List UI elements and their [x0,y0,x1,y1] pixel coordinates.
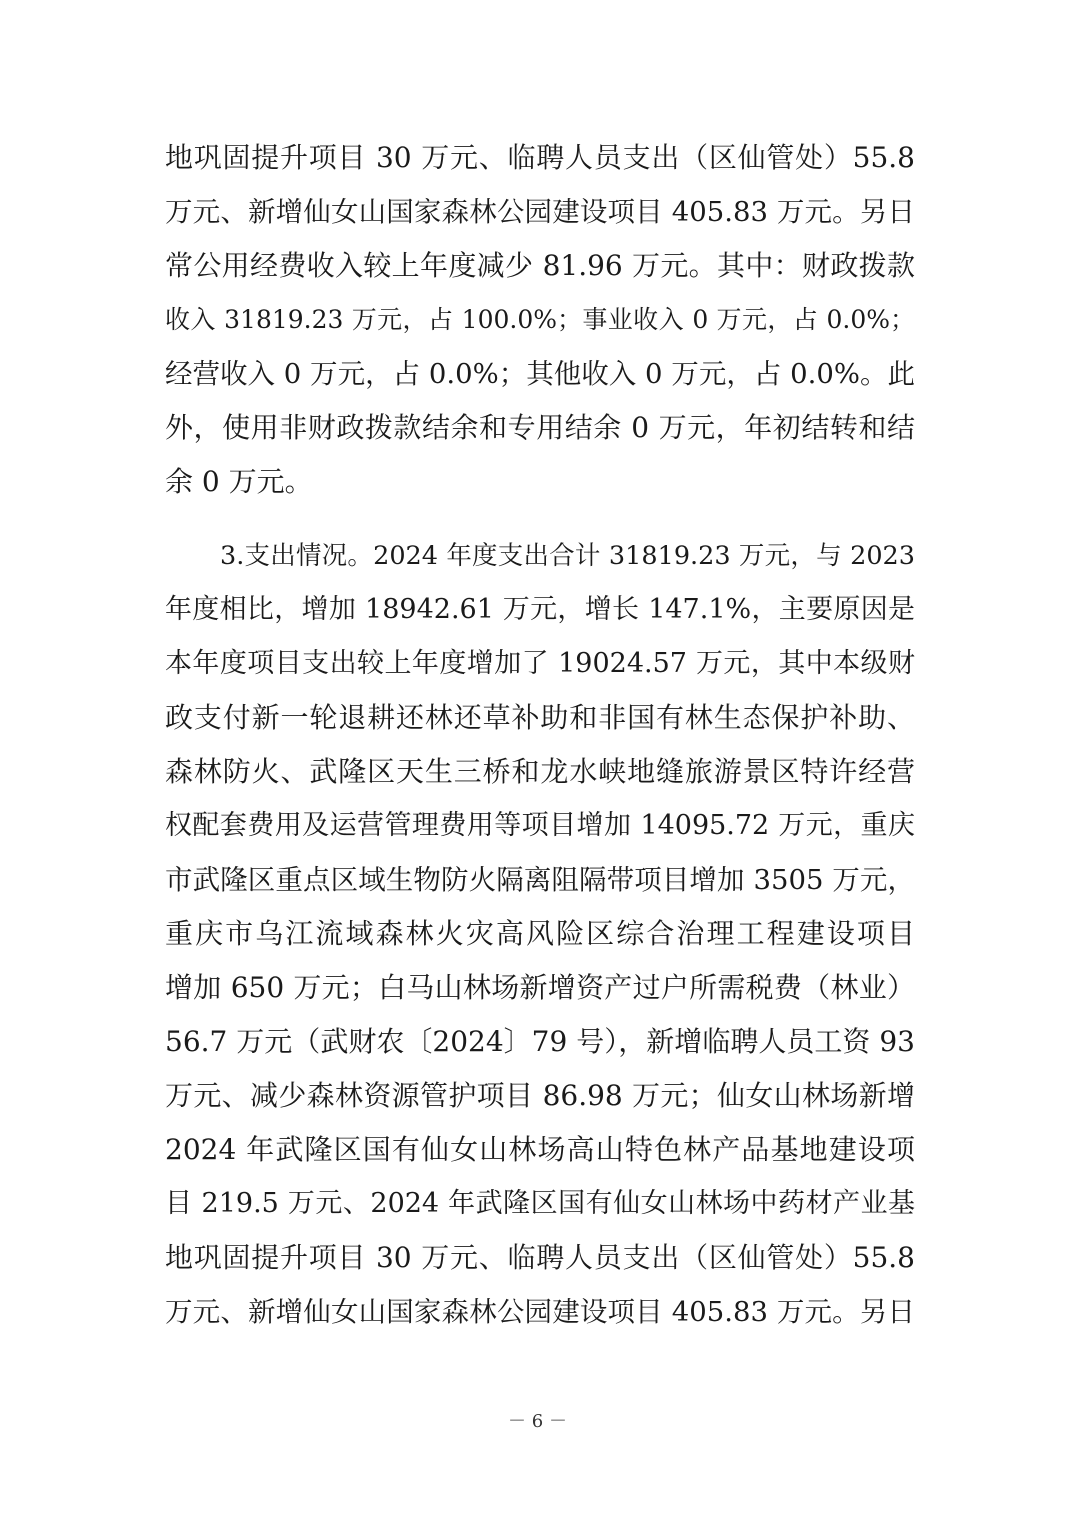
text-line: 外，使用非财政拨款结余和专用结余 0 万元，年初结转和结 [165,411,915,444]
text-line: 权配套费用及运营管理费用等项目增加 14095.72 万元，重庆 [165,810,915,841]
text-line: 万元、新增仙女山国家森林公园建设项目 405.83 万元。另日 [165,196,915,228]
text-line: 本年度项目支出较上年度增加了 19024.57 万元，其中本级财 [165,648,915,679]
text-line: 地巩固提升项目 30 万元、临聘人员支出（区仙管处）55.8 [165,1241,915,1274]
text-line: 余 0 万元。 [165,465,313,498]
text-line: 万元、新增仙女山国家森林公园建设项目 405.83 万元。另日 [165,1296,915,1328]
text-line: 经营收入 0 万元，占 0.0%；其他收入 0 万元，占 0.0%。此 [165,358,915,390]
text-line: 年度相比，增加 18942.61 万元，增长 147.1%，主要原因是 [165,594,915,625]
section-heading-line: 3.支出情况。2024 年度支出合计 31819.23 万元，与 2023 [220,541,915,571]
text-line: 地巩固提升项目 30 万元、临聘人员支出（区仙管处）55.8 [165,141,915,174]
text-line: 收入 31819.23 万元，占 100.0%；事业收入 0 万元，占 0.0%； [165,305,915,334]
text-line: 目 219.5 万元、2024 年武隆区国有仙女山林场中药材产业基 [165,1188,915,1219]
text-line: 市武隆区重点区域生物防火隔离阻隔带项目增加 3505 万元， [165,864,915,896]
text-line: 森林防火、武隆区天生三桥和龙水峡地缝旅游景区特许经营 [165,755,915,788]
text-line: 重庆市乌江流域森林火灾高风险区综合治理工程建设项目 [165,917,915,950]
page-number: － 6 － [508,1411,567,1432]
text-line: 56.7 万元（武财农〔2024〕79 号），新增临聘人员工资 93 [165,1025,915,1058]
text-line: 常公用经费收入较上年度减少 81.96 万元。其中：财政拨款 [165,249,915,282]
text-line: 政支付新一轮退耕还林还草补助和非国有林生态保护补助、 [165,701,915,734]
text-line: 2024 年武隆区国有仙女山林场高山特色林产品基地建设项 [165,1133,915,1166]
text-line: 万元、减少森林资源管护项目 86.98 万元；仙女山林场新增 [165,1079,915,1112]
text-line: 增加 650 万元；白马山林场新增资产过户所需税费（林业） [165,971,915,1004]
